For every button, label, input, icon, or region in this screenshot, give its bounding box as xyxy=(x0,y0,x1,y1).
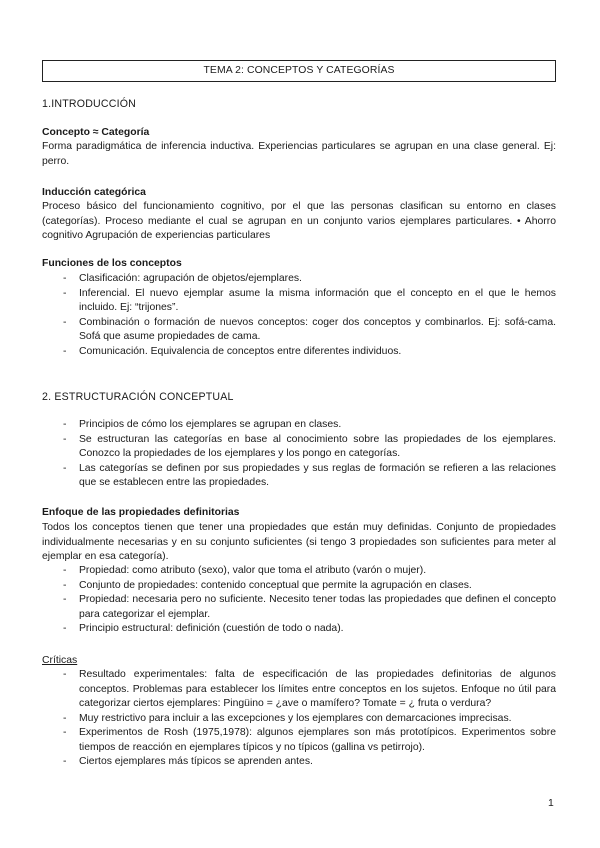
subheading-enfoque: Enfoque de las propiedades definitorias xyxy=(42,507,240,518)
list-item: - Conjunto de propiedades: contenido conceptual que permite la agrupación en clases. xyxy=(42,579,556,594)
criticas-list xyxy=(42,668,556,770)
subheading-induccion: Inducción categórica xyxy=(42,187,146,198)
paragraph-concepto: Forma paradigmática de inferencia inductiva. Experiencias particulares se agrupan en una clase general. Ej: perro. xyxy=(42,141,556,167)
list-item: - Se estructuran las categorías en base al conocimiento sobre las propiedades de los ejemplares. Conozco la propiedades de los ejemplares y los pongo en categorías. xyxy=(42,433,556,462)
subheading-criticas: Críticas xyxy=(42,655,78,666)
subheading-funciones: Funciones de los conceptos xyxy=(42,258,182,269)
list-item: - Ciertos ejemplares más típicos se aprenden antes. xyxy=(42,755,556,770)
subheading-concepto: Concepto ≈ Categoría xyxy=(42,127,150,138)
section-heading-estructuracion: 2. ESTRUCTURACIÓN CONCEPTUAL xyxy=(42,391,234,403)
list-item: - Resultado experimentales: falta de especificación de las propiedades definitorias de algunos conceptos. Problemas para establecer los límites entre conceptos en los sujetos. Enfoque no útil para categorizar ciertos ejemplares: Pingüino = ¿ave o mamífero? Tomate = ¿ fruta o verdura? xyxy=(42,668,556,712)
list-item: - Comunicación. Equivalencia de conceptos entre diferentes individuos. xyxy=(42,345,556,360)
list-item: - Propiedad: necesaria pero no suficiente. Necesito tener todas las propiedades que definen el concepto para categorizar el ejemplar. xyxy=(42,593,556,622)
section-heading-introduccion: 1.INTRODUCCIÓN xyxy=(42,98,137,110)
document-title: TEMA 2: CONCEPTOS Y CATEGORÍAS xyxy=(42,60,556,82)
enfoque-list xyxy=(42,564,556,637)
paragraph-enfoque: Todos los conceptos tienen que tener una propiedades que están muy definidas. Conjunto de propiedades individualmente necesarias y en su conjunto suficientes (si tengo 3 propiedades son suficientes para meter al ejemplar en esa categoría). xyxy=(42,522,556,562)
list-item: - Clasificación: agrupación de objetos/ejemplares. xyxy=(42,272,556,287)
list-item: - Combinación o formación de nuevos conceptos: coger dos conceptos y combinarlos. Ej: sofá-cama. Sofá que asume propiedades de cama. xyxy=(42,316,556,345)
estructuracion-list xyxy=(42,418,556,491)
list-item: - Propiedad: como atributo (sexo), valor que toma el atributo (varón o mujer). xyxy=(42,564,556,579)
list-item: - Principio estructural: definición (cuestión de todo o nada). xyxy=(42,622,556,637)
list-item: - Las categorías se definen por sus propiedades y sus reglas de formación se refieren a las relaciones que se establecen entre las propiedades. xyxy=(42,462,556,491)
list-item: - Inferencial. El nuevo ejemplar asume la misma información que el concepto en el que le hemos incluido. Ej: “trijones”. xyxy=(42,287,556,316)
paragraph-induccion: Proceso básico del funcionamiento cognitivo, por el que las personas clasifican su entorno en clases (categorías). Proceso mediante el cual se agrupan en un conjunto varios ejemplares particulares. • Ahorro cognitivo Agrupación de experiencias particulares xyxy=(42,201,556,241)
list-item: - Muy restrictivo para incluir a las excepciones y los ejemplares con demarcaciones imprecisas. xyxy=(42,712,556,727)
page-number: 1 xyxy=(548,798,554,809)
list-item: - Experimentos de Rosh (1975,1978): algunos ejemplares son más prototípicos. Experimentos sobre tiempos de reacción en ejemplares típicos y no típicos (gallina vs petirrojo). xyxy=(42,726,556,755)
funciones-list xyxy=(42,272,556,359)
list-item: - Principios de cómo los ejemplares se agrupan en clases. xyxy=(42,418,556,433)
